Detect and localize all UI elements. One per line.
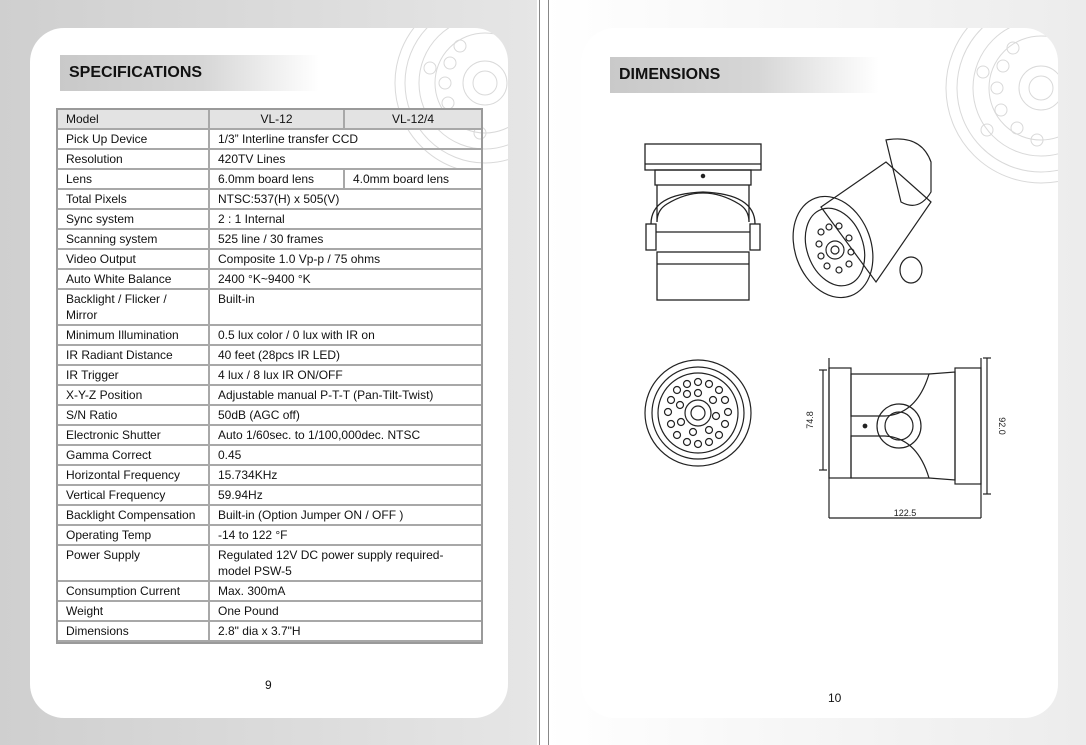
page-number: 10: [828, 691, 842, 705]
spec-value: 0.5 lux color / 0 lux with IR on: [209, 325, 481, 345]
table-row: [58, 189, 481, 209]
spec-value: 420TV Lines: [209, 149, 481, 169]
table-row: [58, 505, 481, 525]
spec-label: Scanning system: [58, 229, 209, 249]
spec-value: 15.734KHz: [209, 465, 481, 485]
table-row: [58, 465, 481, 485]
spec-label: Weight: [58, 601, 209, 621]
spec-label: Lens: [58, 169, 209, 189]
page-title: SPECIFICATIONS: [69, 64, 203, 81]
spec-value: Max. 300mA: [209, 581, 481, 601]
table-row: [58, 289, 481, 325]
camera-lens-view-drawing: [643, 358, 753, 468]
spec-value: -14 to 122 °F: [209, 525, 481, 545]
spec-value: 40 feet (28pcs IR LED): [209, 345, 481, 365]
spec-value: 2.8" dia x 3.7"H: [209, 621, 481, 641]
dimension-height-left: 74.8: [805, 411, 815, 429]
dimension-height-right: 92.0: [997, 417, 1007, 435]
dimension-width: 122.5: [893, 508, 917, 518]
spec-label: IR Radiant Distance: [58, 345, 209, 365]
spec-value: Built-in (Option Jumper ON / OFF ): [209, 505, 481, 525]
table-row: [58, 345, 481, 365]
spec-value: One Pound: [209, 601, 481, 621]
spec-value: 59.94Hz: [209, 485, 481, 505]
spec-value: Regulated 12V DC power supply required-model PSW-5: [209, 545, 481, 581]
table-row: [58, 269, 481, 289]
spec-label: Dimensions: [58, 621, 209, 641]
spec-label: Video Output: [58, 249, 209, 269]
table-row: [58, 581, 481, 601]
spec-label: X-Y-Z Position: [58, 385, 209, 405]
spec-value: 6.0mm board lens: [209, 169, 344, 189]
table-row: [58, 425, 481, 445]
spec-label: Minimum Illumination: [58, 325, 209, 345]
spec-label: Consumption Current: [58, 581, 209, 601]
spec-value-alt: 4.0mm board lens: [344, 169, 481, 189]
table-row: [58, 129, 481, 149]
spec-value: Composite 1.0 Vp-p / 75 ohms: [209, 249, 481, 269]
camera-side-view-drawing: [799, 354, 1011, 522]
specifications-table: [58, 110, 481, 642]
spec-label: Pick Up Device: [58, 129, 209, 149]
spec-value: 0.45: [209, 445, 481, 465]
header-label: Model: [58, 110, 209, 129]
table-row: [58, 169, 481, 189]
spec-value: Adjustable manual P-T-T (Pan-Tilt-Twist): [209, 385, 481, 405]
table-header-row: [58, 110, 481, 129]
table-row: [58, 405, 481, 425]
dimensions-title-bar: [610, 57, 879, 93]
spec-value: 50dB (AGC off): [209, 405, 481, 425]
spec-value: 1/3” Interline transfer CCD: [209, 129, 481, 149]
table-row: [58, 209, 481, 229]
spec-label: Auto White Balance: [58, 269, 209, 289]
table-row: [58, 385, 481, 405]
page-title: DIMENSIONS: [619, 66, 721, 83]
spec-value: 2400 °K~9400 °K: [209, 269, 481, 289]
camera-front-view-drawing: [643, 142, 763, 302]
table-row: [58, 149, 481, 169]
spec-label: Resolution: [58, 149, 209, 169]
spec-value: 525 line / 30 frames: [209, 229, 481, 249]
table-row: [58, 365, 481, 385]
spec-value: 4 lux / 8 lux IR ON/OFF: [209, 365, 481, 385]
spec-label: IR Trigger: [58, 365, 209, 385]
spec-value: Auto 1/60sec. to 1/100,000dec. NTSC: [209, 425, 481, 445]
dimensions-page: [581, 28, 1058, 718]
header-model-vl12-4: VL-12/4: [344, 110, 481, 129]
specifications-title-bar: [60, 55, 319, 91]
table-row: [58, 601, 481, 621]
camera-perspective-drawing: [791, 132, 941, 304]
spec-label: Operating Temp: [58, 525, 209, 545]
spec-label: Vertical Frequency: [58, 485, 209, 505]
table-row: [58, 445, 481, 465]
spec-label: S/N Ratio: [58, 405, 209, 425]
table-row: [58, 621, 481, 641]
table-row: [58, 485, 481, 505]
spec-label: Total Pixels: [58, 189, 209, 209]
page-number: 9: [265, 678, 272, 692]
table-row: [58, 545, 481, 581]
spec-value: 2 : 1 Internal: [209, 209, 481, 229]
header-model-vl12: VL-12: [209, 110, 344, 129]
table-row: [58, 249, 481, 269]
specifications-page: [30, 28, 508, 718]
table-row: [58, 325, 481, 345]
spec-label: Gamma Correct: [58, 445, 209, 465]
spec-label: Horizontal Frequency: [58, 465, 209, 485]
spec-label: Backlight Compensation: [58, 505, 209, 525]
spec-value: Built-in: [209, 289, 481, 325]
camera-watermark-icon: [941, 28, 1058, 193]
spec-label: Electronic Shutter: [58, 425, 209, 445]
table-row: [58, 525, 481, 545]
spec-label: Power Supply: [58, 545, 209, 581]
spec-label: Backlight / Flicker / Mirror: [58, 289, 209, 325]
spec-label: Sync system: [58, 209, 209, 229]
table-row: [58, 229, 481, 249]
book-spine: [537, 0, 549, 745]
spec-value: NTSC:537(H) x 505(V): [209, 189, 481, 209]
